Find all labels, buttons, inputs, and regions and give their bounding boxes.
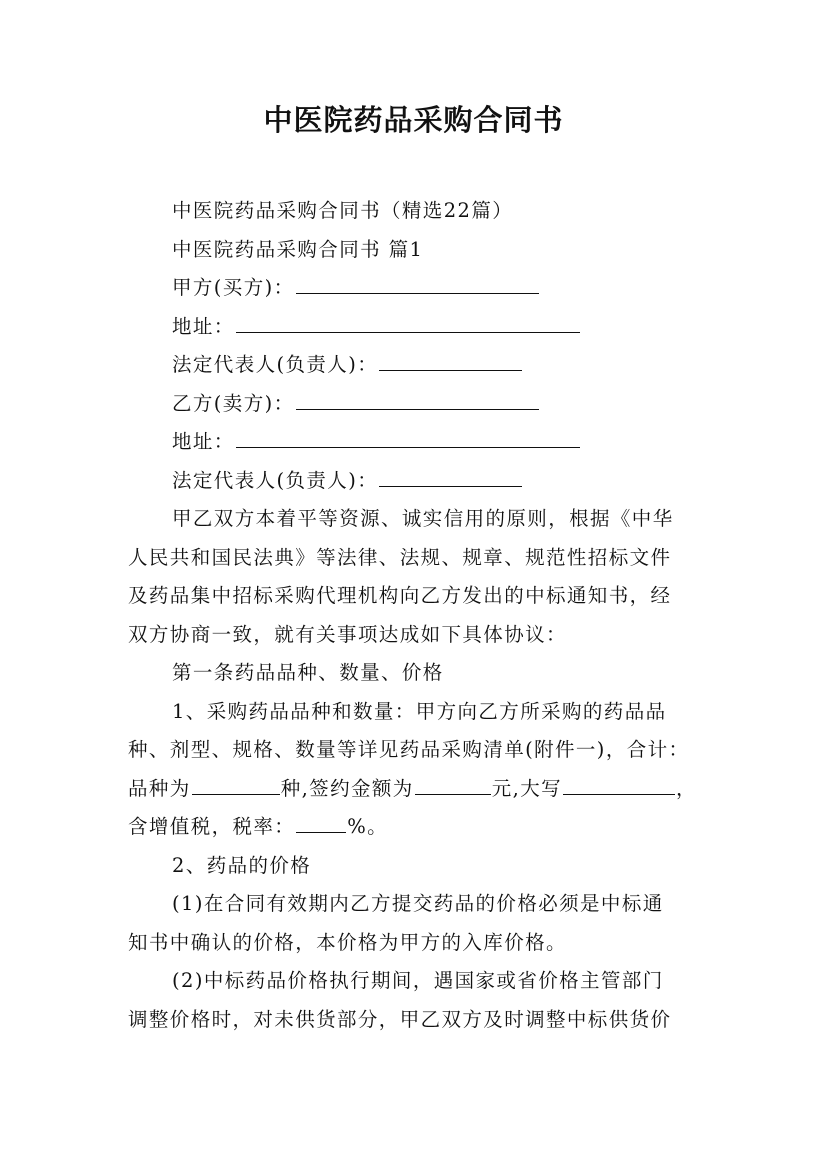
section-heading: 中医院药品采购合同书 篇1: [172, 237, 424, 261]
clause1-line: (1)在合同有效期内乙方提交药品的价格必须是中标通: [172, 892, 664, 915]
uppercase-amount-blank: [563, 772, 675, 795]
clause1-line: 知书中确认的价格，本价格为甲方的入库价格。: [128, 930, 567, 954]
party-a-rep-line: [128, 346, 703, 385]
party-b-address-line: [128, 423, 703, 462]
party-a-address-label: 地址：: [172, 314, 235, 338]
intro-line: 及药品集中招标采购代理机构向乙方发出的中标通知书，经: [128, 584, 672, 607]
party-a-address-line: [128, 308, 703, 347]
party-b-rep-label: 法定代表人(负责人)：: [172, 468, 379, 492]
document-subtitle: 中医院药品采购合同书（精选22篇）: [172, 199, 514, 222]
intro-line: 人民共和国民法典》等法律、法规、规章、规范性招标文件: [128, 545, 672, 569]
document-title: 中医院药品采购合同书: [263, 103, 564, 137]
party-b-address-blank: [236, 425, 580, 448]
amount-label: 种,签约金额为: [280, 776, 414, 800]
item2-heading: 2、药品的价格: [172, 853, 312, 877]
party-a-rep-blank: [379, 348, 522, 371]
party-a-address-blank: [236, 310, 580, 333]
intro-line: 双方协商一致，就有关事项达成如下具体协议：: [128, 622, 567, 646]
party-a-line: [128, 269, 703, 308]
item1-tax-line: [128, 808, 703, 847]
document-body: [128, 192, 703, 1039]
item1-quantity-line: [128, 770, 703, 809]
percent-sign: %。: [347, 815, 389, 838]
clause2-line: 调整价格时，对未供货部分，甲乙双方及时调整中标供货价: [128, 1007, 672, 1031]
tax-rate-blank: [296, 810, 346, 833]
party-a-blank: [296, 271, 539, 294]
party-b-blank: [296, 387, 539, 410]
variety-label: 品种为: [128, 776, 191, 800]
line-end-comma: ，: [676, 776, 697, 800]
uppercase-label: 元,大写: [491, 776, 563, 800]
party-a-rep-label: 法定代表人(负责人)：: [172, 353, 379, 376]
party-b-label: 乙方(卖方)：: [172, 391, 295, 415]
party-a-label: 甲方(买方)：: [172, 276, 295, 299]
amount-blank: [415, 772, 491, 795]
clause2-line: (2)中标药品价格执行期间，遇国家或省价格主管部门: [172, 969, 664, 992]
tax-label: 含增值税，税率：: [128, 815, 296, 838]
intro-line: 甲乙双方本着平等资源、诚实信用的原则，根据《中华: [172, 507, 674, 530]
party-b-rep-line: [128, 462, 703, 501]
article1-heading: 第一条药品品种、数量、价格: [172, 661, 444, 684]
party-b-line: [128, 385, 703, 424]
item1-line: 1、采购药品品种和数量：甲方向乙方所采购的药品品: [172, 699, 667, 723]
variety-count-blank: [192, 772, 280, 795]
party-b-address-label: 地址：: [172, 430, 235, 453]
party-b-rep-blank: [379, 464, 522, 487]
item1-line: 种、剂型、规格、数量等详见药品采购清单(附件一)，合计：: [128, 738, 690, 761]
